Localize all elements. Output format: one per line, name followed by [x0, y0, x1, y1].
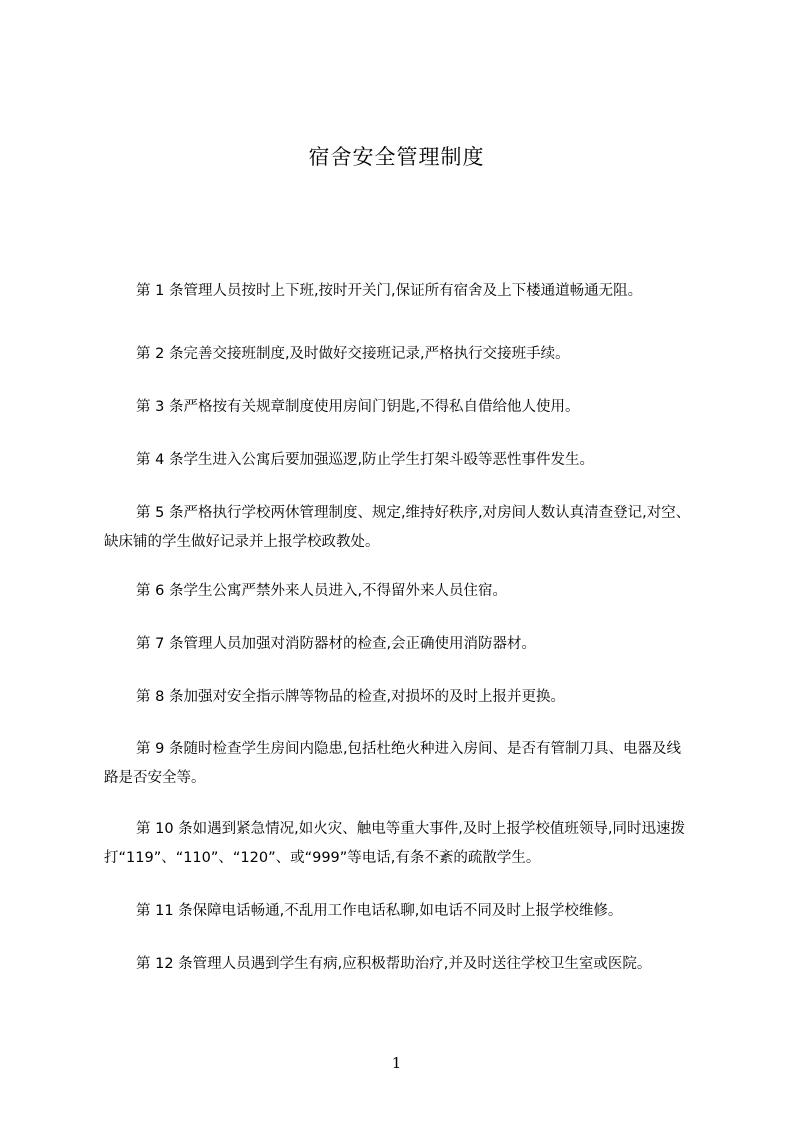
- article-3: 第 3 条严格按有关规章制度使用房间门钥匙,不得私自借给他人使用。: [136, 399, 580, 415]
- article-9: 第 9 条随时检查学生房间内隐患,包括杜绝火种进入房间、是否有管制刀具、电器及线路是否安全等。: [104, 741, 682, 786]
- document-title: 宿舍安全管理制度: [308, 145, 485, 169]
- article-10: 第 10 条如遇到紧急情况,如火灾、触电等重大事件,及时上报学校值班领导,同时迅速拨打“119”、“110”、“120”、或“999”等电话,有条不紊的疏散学生。: [104, 821, 685, 866]
- article-11: 第 11 条保障电话畅通,不乱用工作电话私聊,如电话不同及时上报学校维修。: [136, 903, 623, 919]
- article-5: 第 5 条严格执行学校两休管理制度、规定,维持好秩序,对房间人数认真清查登记,对空、缺床铺的学生做好记录并上报学校政教处。: [104, 505, 691, 550]
- article-7: 第 7 条管理人员加强对消防器材的检查,会正确使用消防器材。: [136, 636, 537, 652]
- article-4: 第 4 条学生进入公寓后要加强巡逻,防止学生打架斗殴等恶性事件发生。: [136, 452, 595, 468]
- article-12: 第 12 条管理人员遇到学生有病,应积极帮助治疗,并及时送往学校卫生室或医院。: [136, 956, 652, 972]
- article-8: 第 8 条加强对安全指示牌等物品的检查,对损坏的及时上报并更换。: [136, 689, 566, 705]
- article-6: 第 6 条学生公寓严禁外来人员进入,不得留外来人员住宿。: [136, 583, 508, 599]
- page-number: 1: [391, 1054, 402, 1072]
- article-2: 第 2 条完善交接班制度,及时做好交接班记录,严格执行交接班手续。: [136, 346, 570, 362]
- article-1: 第 1 条管理人员按时上下班,按时开关门,保证所有宿舍及上下楼通道畅通无阻。: [136, 283, 643, 299]
